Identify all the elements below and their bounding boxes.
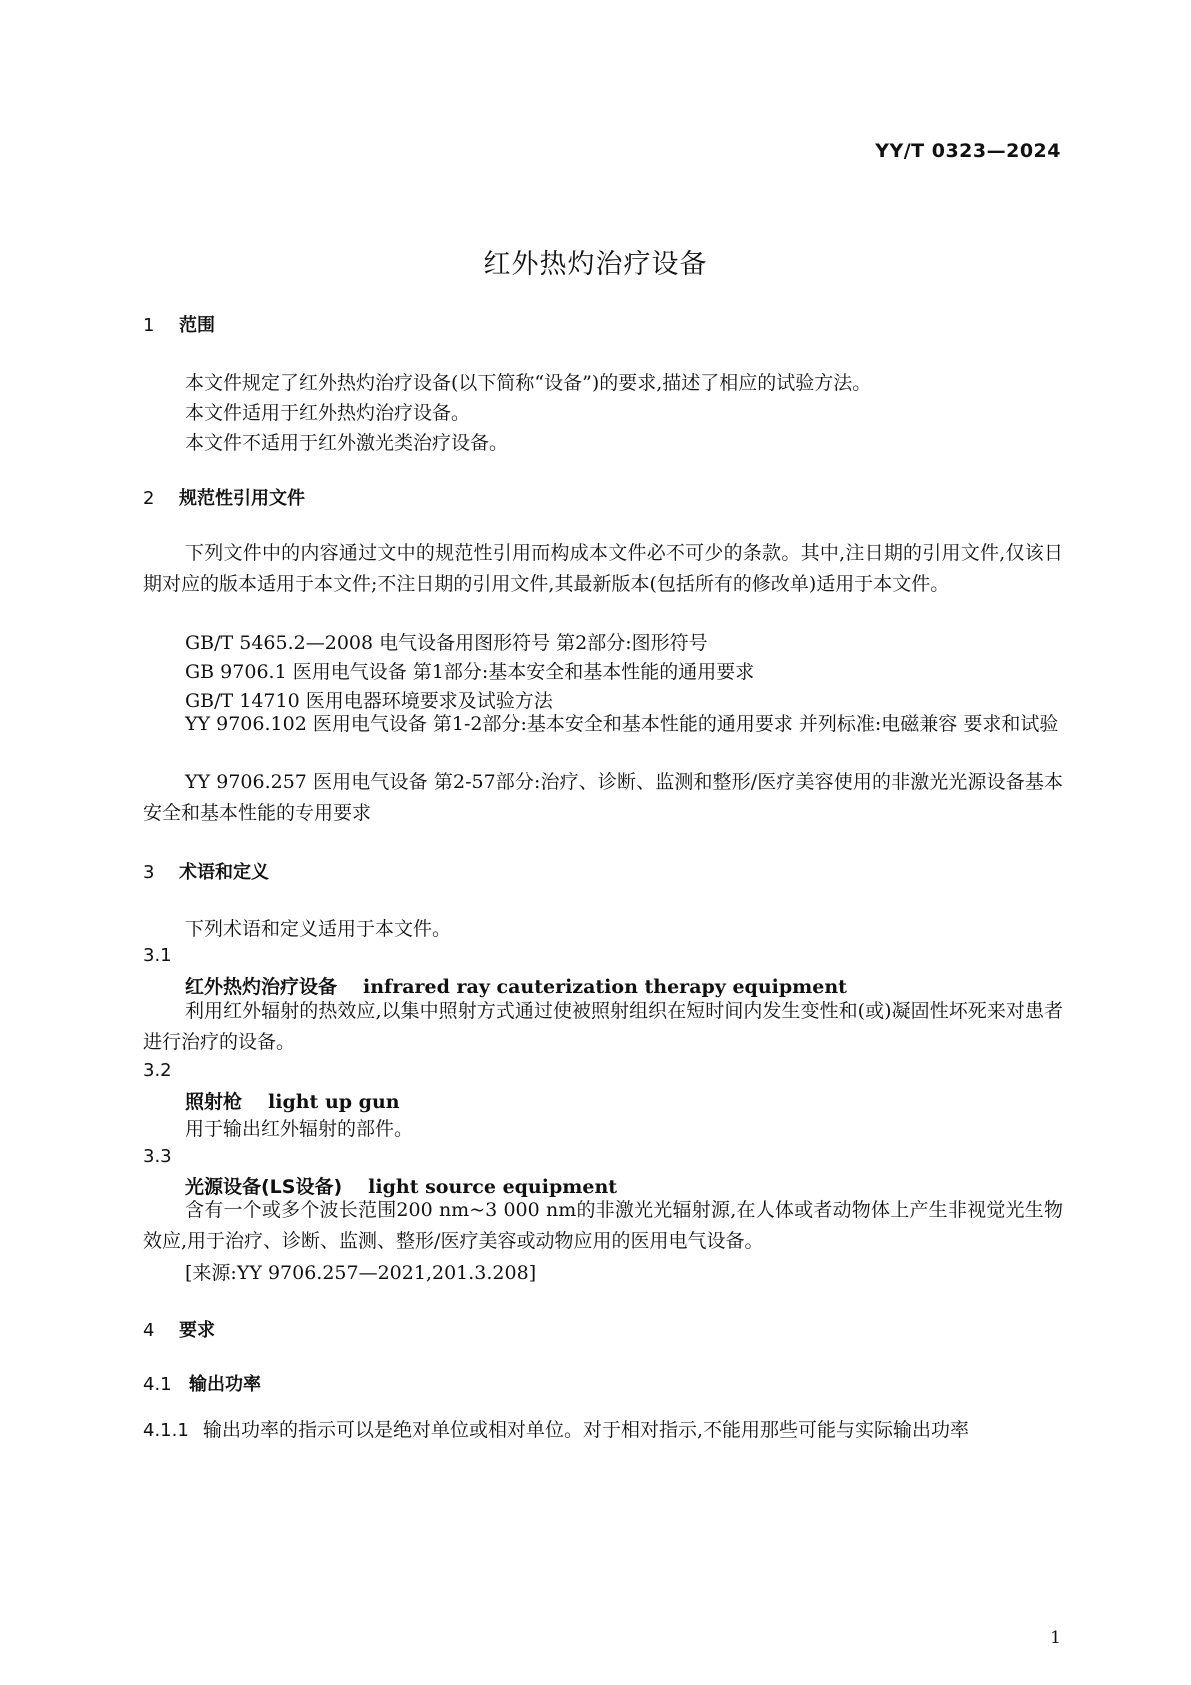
term-title-zh: 红外热灼治疗设备 — [185, 976, 338, 998]
term-definition: 含有一个或多个波长范围200 nm~3 000 nm的非激光光辐射源,在人体或者动物体上产生非视觉光生物效应,用于治疗、诊断、监测、整形/医疗美容或动物应用的医用电气设备。 — [143, 1199, 1063, 1252]
reference-item: GB 9706.1 医用电气设备 第1部分:基本安全和基本性能的通用要求 — [185, 661, 755, 683]
section-2-number: 2 — [143, 488, 155, 509]
section-2-title: 规范性引用文件 — [179, 488, 305, 509]
section-1-heading — [143, 311, 215, 337]
page-number: 1 — [1050, 1628, 1061, 1648]
scope-line-3: 本文件不适用于红外激光类治疗设备。 — [185, 432, 509, 454]
section-1-number: 1 — [143, 315, 155, 336]
section-3-heading — [143, 858, 269, 884]
term-source: [来源:YY 9706.257—2021,201.3.208] — [185, 1262, 537, 1284]
term-title — [185, 972, 847, 999]
section-4-1-number: 4.1 — [143, 1374, 172, 1395]
scope-line-1: 本文件规定了红外热灼治疗设备(以下简称“设备”)的要求,描述了相应的试验方法。 — [185, 372, 872, 394]
section-4-1-heading — [143, 1370, 261, 1396]
references-intro: 下列文件中的内容通过文中的规范性引用而构成本文件必不可少的条款。其中,注日期的引用文件,仅该日期对应的版本适用于本文件;不注日期的引用文件,其最新版本(包括所有的修改单)适用于本文件。 — [143, 542, 1063, 595]
clause-4-1-1 — [143, 1415, 1063, 1442]
term-definition: 利用红外辐射的热效应,以集中照射方式通过使被照射组织在短时间内发生变性和(或)凝固性坏死来对患者进行治疗的设备。 — [143, 1000, 1063, 1053]
clause-number: 4.1.1 — [143, 1420, 189, 1441]
term-title-en: light source equipment — [368, 1176, 618, 1198]
term-title-zh: 光源设备(LS设备) — [185, 1176, 343, 1198]
section-4-number: 4 — [143, 1320, 155, 1341]
section-2-heading — [143, 484, 305, 510]
term-title-en: infrared ray cauterization therapy equipment — [363, 976, 847, 998]
term-title — [185, 1087, 400, 1114]
term-number: 3.2 — [143, 1060, 172, 1081]
section-4-1-title: 输出功率 — [189, 1374, 261, 1395]
section-4-heading — [143, 1316, 215, 1342]
terms-intro: 下列术语和定义适用于本文件。 — [185, 918, 452, 940]
reference-item: YY 9706.102 医用电气设备 第1-2部分:基本安全和基本性能的通用要求 并列标准:电磁兼容 要求和试验 — [185, 713, 1059, 735]
section-1-title: 范围 — [179, 315, 215, 336]
term-number: 3.3 — [143, 1146, 172, 1167]
scope-line-2: 本文件适用于红外热灼治疗设备。 — [185, 402, 471, 424]
term-title-zh: 照射枪 — [185, 1091, 243, 1113]
term-definition: 用于输出红外辐射的部件。 — [185, 1118, 414, 1140]
term-title-en: light up gun — [268, 1091, 400, 1113]
reference-item: YY 9706.257 医用电气设备 第2-57部分:治疗、诊断、监测和整形/医疗美容使用的非激光光源设备基本安全和基本性能的专用要求 — [143, 771, 1063, 824]
reference-item: GB/T 5465.2—2008 电气设备用图形符号 第2部分:图形符号 — [185, 632, 708, 654]
section-3-title: 术语和定义 — [179, 862, 269, 883]
section-3-number: 3 — [143, 862, 155, 883]
standard-number: YY/T 0323—2024 — [875, 140, 1061, 162]
section-4-title: 要求 — [179, 1320, 215, 1341]
reference-item: GB/T 14710 医用电器环境要求及试验方法 — [185, 690, 553, 712]
clause-text: 输出功率的指示可以是绝对单位或相对单位。对于相对指示,不能用那些可能与实际输出功率 — [203, 1419, 970, 1441]
term-number: 3.1 — [143, 945, 172, 966]
document-title: 红外热灼治疗设备 — [483, 249, 708, 280]
